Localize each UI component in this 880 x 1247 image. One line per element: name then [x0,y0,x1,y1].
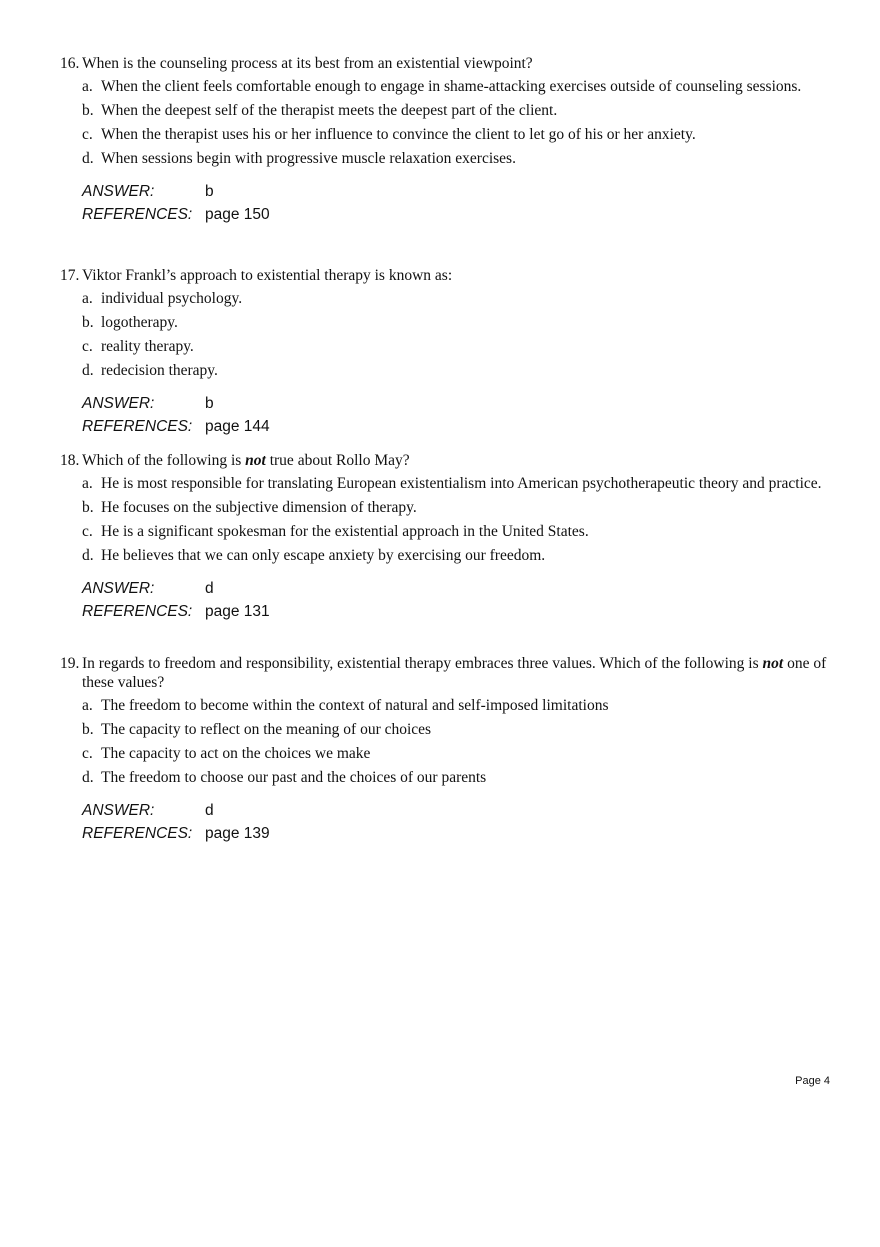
question-16 [60,54,830,226]
answer-block [82,392,830,438]
references-label: REFERENCES: [82,418,193,435]
option-letter: b. [82,499,94,516]
page-number: Page 4 [795,1075,830,1087]
question-text-after: one of these values? [82,655,827,691]
references-row [82,822,830,845]
option-text: reality therapy. [101,338,194,355]
option-a [82,77,830,96]
option-text: He believes that we can only escape anxiety by exercising our freedom. [101,547,546,564]
question-text-before: In regards to freedom and responsibility, existential therapy embraces three values. Which of the following is [82,655,763,672]
option-list [82,289,830,380]
answer-label: ANSWER: [82,802,155,819]
references-label: REFERENCES: [82,603,193,620]
references-value: page 131 [205,603,270,620]
references-label: REFERENCES: [82,825,193,842]
answer-label: ANSWER: [82,580,155,597]
question-text: Viktor Frankl’s approach to existential therapy is known as: [82,267,453,284]
option-letter: a. [82,78,93,95]
option-a [82,289,830,308]
question-stem [60,266,830,285]
answer-row [82,799,830,822]
option-list [82,77,830,168]
answer-label: ANSWER: [82,395,155,412]
option-letter: c. [82,523,93,540]
option-c [82,337,830,356]
option-a [82,696,830,715]
references-value: page 139 [205,825,270,842]
question-emphasis: not [245,452,266,469]
references-value: page 150 [205,206,270,223]
question-19 [60,654,830,845]
references-label: REFERENCES: [82,206,193,223]
option-text: When the client feels comfortable enough to engage in shame-attacking exercises outside of counseling sessions. [101,78,802,95]
question-text-after: true about Rollo May? [265,452,410,469]
question-number: 16. [60,55,80,72]
answer-row [82,392,830,415]
option-d [82,149,830,168]
question-18 [60,451,830,623]
answer-row [82,577,830,600]
references-value: page 144 [205,418,270,435]
answer-value: b [205,183,214,200]
references-row [82,415,830,438]
option-letter: c. [82,338,93,355]
references-row [82,203,830,226]
option-b [82,498,830,517]
option-text: individual psychology. [101,290,243,307]
question-text: When is the counseling process at its best from an existential viewpoint? [82,55,533,72]
option-b [82,720,830,739]
answer-value: d [205,580,214,597]
option-d [82,546,830,565]
option-letter: c. [82,126,93,143]
option-c [82,744,830,763]
option-letter: c. [82,745,93,762]
references-row [82,600,830,623]
option-text: When the therapist uses his or her influence to convince the client to let go of his or her anxiety. [101,126,696,143]
option-c [82,125,830,144]
question-stem [60,451,830,470]
option-letter: d. [82,150,94,167]
answer-block [82,180,830,226]
option-letter: a. [82,475,93,492]
answer-row [82,180,830,203]
answer-label: ANSWER: [82,183,155,200]
option-text: The capacity to reflect on the meaning of our choices [101,721,432,738]
option-text: redecision therapy. [101,362,218,379]
option-b [82,313,830,332]
option-text: He is most responsible for translating European existentialism into American psychotherapeutic theory and practice. [101,475,822,492]
question-17 [60,266,830,438]
option-letter: a. [82,697,93,714]
option-letter: b. [82,102,94,119]
option-text: The freedom to choose our past and the choices of our parents [101,769,487,786]
option-text: logotherapy. [101,314,178,331]
question-stem [60,654,830,692]
question-number: 17. [60,267,80,284]
question-text-before: Which of the following is [82,452,246,469]
option-letter: d. [82,769,94,786]
option-text: When sessions begin with progressive muscle relaxation exercises. [101,150,516,167]
option-text: He focuses on the subjective dimension of therapy. [101,499,417,516]
answer-value: d [205,802,214,819]
option-text: When the deepest self of the therapist meets the deepest part of the client. [101,102,558,119]
question-number: 18. [60,452,80,469]
answer-block [82,799,830,845]
question-stem [60,54,830,73]
option-text: He is a significant spokesman for the existential approach in the United States. [101,523,589,540]
option-letter: a. [82,290,93,307]
option-list [82,696,830,787]
option-b [82,101,830,120]
question-emphasis: not [762,655,784,672]
option-text: The freedom to become within the context of natural and self-imposed limitations [101,697,609,714]
question-number: 19. [60,655,80,672]
option-letter: b. [82,314,94,331]
option-letter: d. [82,547,94,564]
option-list [82,474,830,565]
answer-value: b [205,395,214,412]
option-text: The capacity to act on the choices we make [101,745,371,762]
option-c [82,522,830,541]
option-d [82,361,830,380]
option-letter: d. [82,362,94,379]
answer-block [82,577,830,623]
option-letter: b. [82,721,94,738]
option-a [82,474,830,493]
option-d [82,768,830,787]
